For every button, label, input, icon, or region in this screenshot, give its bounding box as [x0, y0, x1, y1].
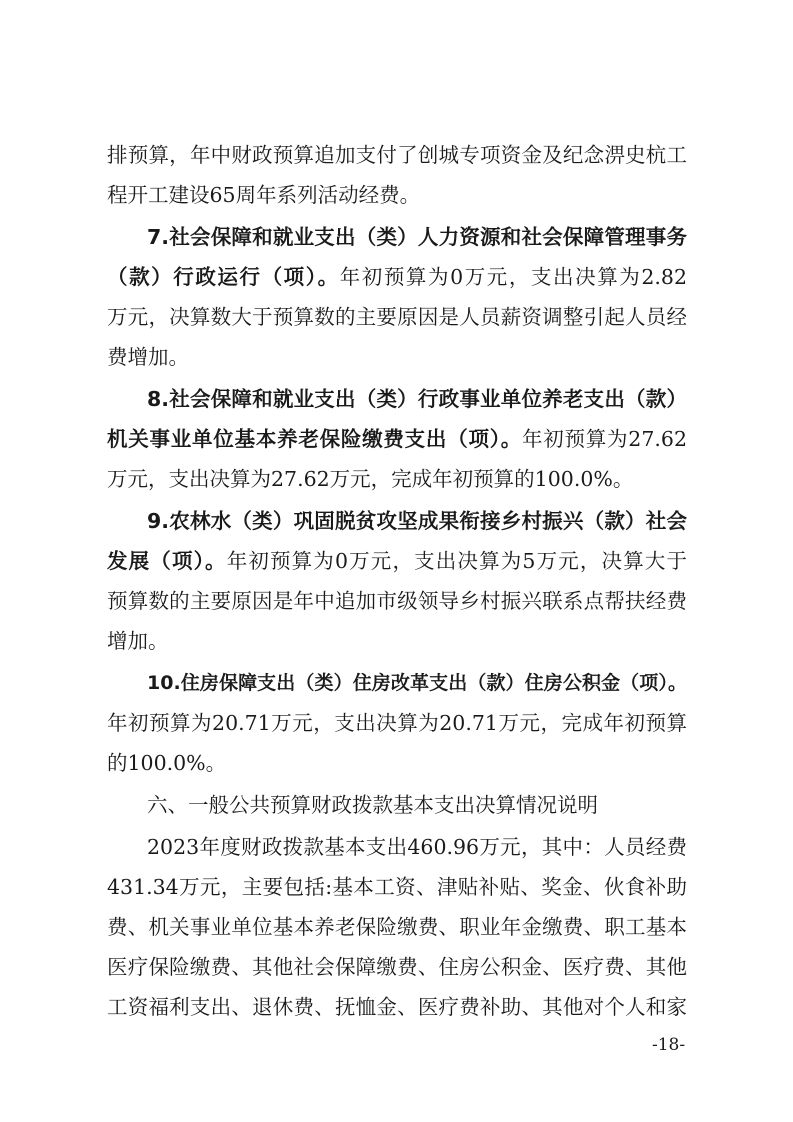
section-6-heading	[147, 785, 687, 825]
bold-text-run: 8.社会保障和就业支出（类）行政事业单位养老支出（款）	[147, 387, 687, 411]
text-run: 医疗保险缴费、其他社会保障缴费、住房公积金、医疗费、其他	[107, 955, 687, 979]
bold-text-run: 9.农林水（类）巩固脱贫攻坚成果衔接乡村振兴（款）社会	[147, 509, 687, 533]
text-run: 增加。	[107, 629, 169, 653]
item-7-title	[147, 217, 687, 257]
text-run: 预算数的主要原因是年中追加市级领导乡村振兴联系点帮扶经费	[107, 589, 687, 613]
item-8-title	[147, 379, 687, 419]
body-text-line	[107, 175, 687, 215]
body-text-line	[107, 135, 687, 175]
bold-text-run: 机关事业单位基本养老保险缴费支出（项）。	[107, 427, 522, 451]
body-text-line	[107, 459, 687, 499]
text-run: 程开工建设65周年系列活动经费。	[107, 183, 421, 207]
text-run: 费增加。	[107, 345, 189, 369]
text-run: 431.34万元，主要包括:基本工资、津贴补贴、奖金、伙食补助	[107, 875, 687, 899]
text-run: 万元，支出决算为27.62万元，完成年初预算的100.0%。	[107, 467, 634, 491]
body-text-line	[107, 541, 687, 581]
bold-text-run: 10.住房保障支出（类）住房改革支出（款）住房公积金（项）。	[147, 672, 687, 694]
body-text-line	[107, 703, 687, 743]
bold-text-run: 7.社会保障和就业支出（类）人力资源和社会保障管理事务	[147, 225, 687, 249]
text-run: 工资福利支出、退休费、抚恤金、医疗费补助、其他对个人和家	[107, 995, 687, 1019]
text-run: 费、机关事业单位基本养老保险缴费、职业年金缴费、职工基本	[107, 915, 687, 939]
body-text-line	[107, 947, 687, 987]
body-text-line	[107, 987, 687, 1027]
body-text-line	[107, 419, 687, 459]
text-run: 的100.0%。	[107, 751, 227, 775]
page-number: -18-	[652, 1035, 686, 1055]
item-10-title	[147, 663, 687, 703]
body-text-line	[107, 907, 687, 947]
text-run: 万元，决算数大于预算数的主要原因是人员薪资调整引起人员经	[107, 305, 687, 329]
body-text-line	[107, 257, 687, 297]
bold-text-run: （款）行政运行（项）。	[107, 265, 340, 289]
body-text-line	[107, 581, 687, 621]
body-text-line	[107, 867, 687, 907]
text-run: 年初预算为20.71万元，支出决算为20.71万元，完成年初预算	[107, 711, 687, 735]
text-run: 年初预算为27.62	[522, 427, 687, 451]
body-text-line	[107, 337, 687, 377]
body-text-line	[147, 827, 687, 867]
text-run: 年初预算为0万元，支出决算为5万元，决算大于	[226, 549, 688, 573]
body-text-line	[107, 743, 687, 783]
bold-text-run: 发展（项）。	[107, 549, 227, 573]
text-run: 年初预算为0万元，支出决算为2.82	[339, 265, 688, 289]
heading-text: 六、一般公共预算财政拨款基本支出决算情况说明	[147, 793, 598, 817]
item-9-title	[147, 501, 687, 541]
text-run: 2023年度财政拨款基本支出460.96万元，其中：人员经费	[147, 835, 687, 859]
body-text-line	[107, 621, 687, 661]
body-text-line	[107, 297, 687, 337]
text-run: 排预算，年中财政预算追加支付了创城专项资金及纪念淠史杭工	[107, 143, 687, 167]
